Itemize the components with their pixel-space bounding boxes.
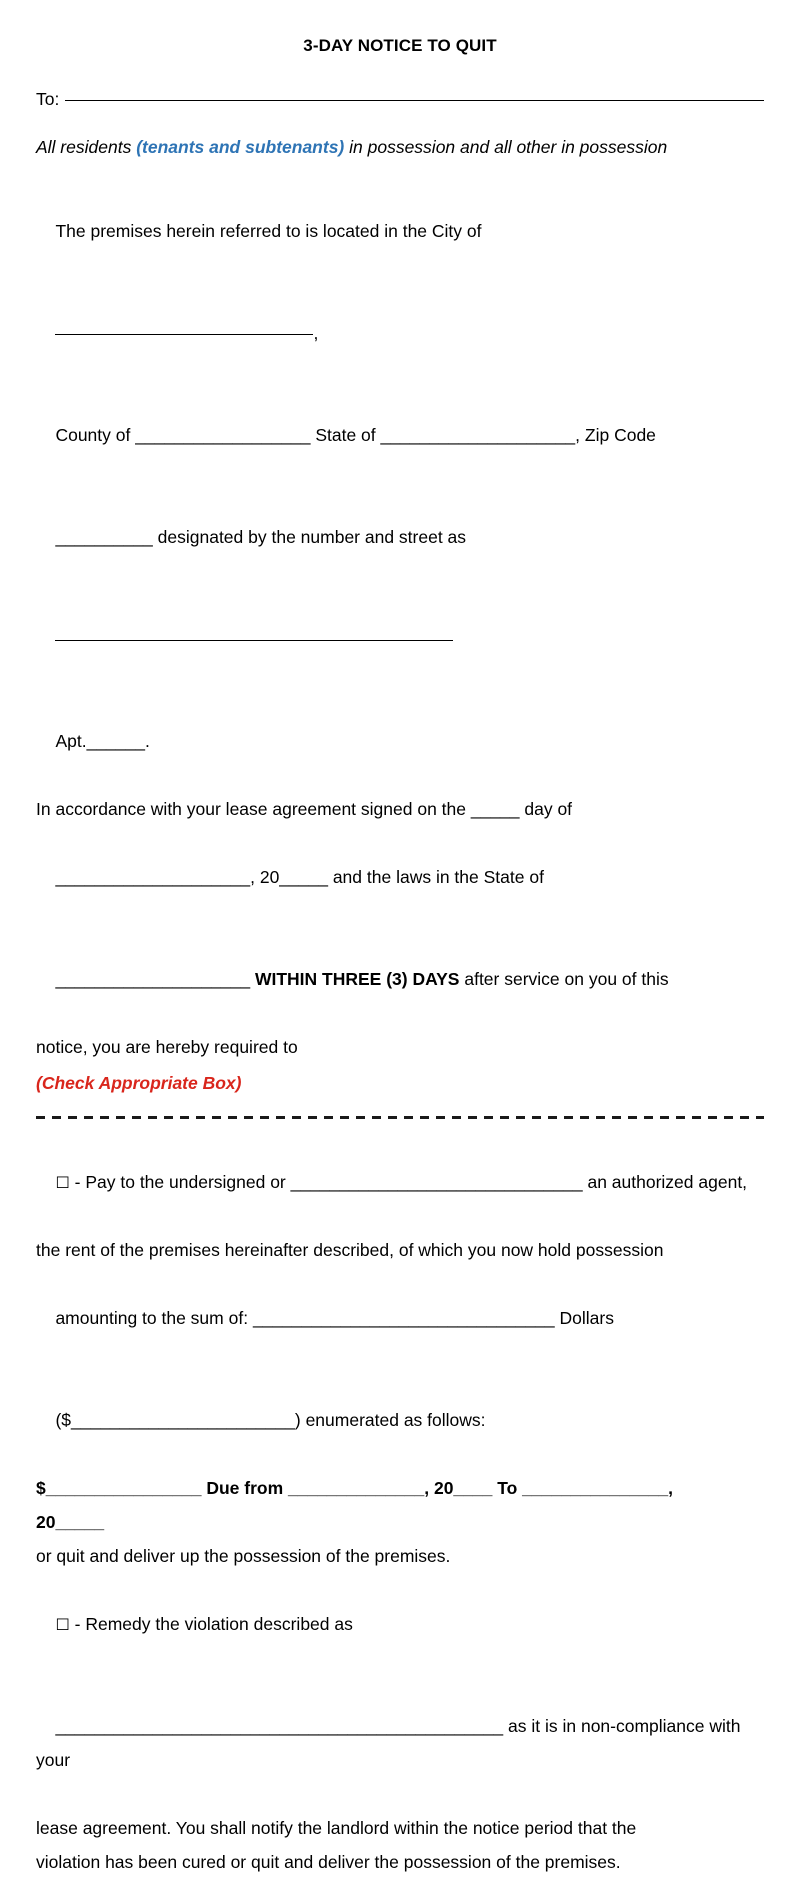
within-three-days-emphasis: WITHIN THREE (3) DAYS [250,969,460,989]
county-label: County of [55,425,131,445]
residents-line [36,130,764,164]
option-pay-line-4-pre: ($ [55,1410,72,1430]
option-pay-line-3-post: Dollars [554,1308,614,1328]
checkbox-pay[interactable]: ☐ [55,1173,70,1192]
apt-period: . [145,731,150,751]
premises-city-blank-row [36,282,764,384]
option-pay-line-4 [36,1369,764,1471]
option-remedy-line-1-text: - Remedy the violation described as [69,1614,353,1634]
option-pay-line-4-post: ) enumerated as follows: [294,1410,486,1430]
violation-description-blank[interactable]: ______________________________________________ [55,1716,504,1736]
apt-label: Apt. [55,731,87,751]
accordance-line-4: notice, you are hereby required to [36,1037,298,1057]
option-remedy-line-2-post: as it is in non-compliance with your [36,1716,746,1770]
to-field-blank[interactable] [65,100,764,101]
accordance-line-3-text: after service on you of this [459,969,669,989]
residents-suffix: in possession and all other in possession [344,137,668,157]
county-state-zip-line [36,384,764,486]
city-blank[interactable] [55,334,313,335]
premises-city-line [36,180,764,282]
option-remedy-line-3: lease agreement. You shall notify the landlord within the notice period that the [36,1818,637,1838]
city-blank-comma: , [313,323,319,343]
option-pay-line-7: or quit and deliver up the possession of the premises. [36,1546,451,1566]
option-remedy-line-4: violation has been cured or quit and deliver the possession of the premises. [36,1852,621,1872]
zip-blank-rule[interactable]: __________ [55,527,153,547]
apt-blank[interactable]: ______ [86,731,145,751]
residents-emphasis: (tenants and subtenants) [136,137,345,157]
street-blank[interactable] [55,640,453,641]
accordance-line-1: In accordance with your lease agreement signed on the _____ day of [36,799,573,819]
zip-label: , Zip Code [575,425,656,445]
option-pay-line-3-pre: amounting to the sum of: [55,1308,253,1328]
signed-date-blank[interactable]: ____________________ [55,867,251,887]
accordance-line-2 [36,826,764,928]
option-pay-line-2: the rent of the premises hereinafter described, of which you now hold possession [36,1240,664,1260]
apt-line [36,690,764,792]
residents-prefix: All residents [36,137,137,157]
option-pay-line-6[interactable]: 20_____ [36,1512,105,1532]
option-remedy-line-1 [36,1573,764,1675]
state-law-blank[interactable]: ____________________ [55,969,251,989]
option-remedy-line-2 [36,1675,764,1811]
checkbox-remedy[interactable]: ☐ [55,1615,70,1634]
option-pay-line-3 [36,1267,764,1369]
state-blank-rule[interactable]: ____________________ [380,425,576,445]
premises-city-text: The premises herein referred to is located in the City of [55,221,482,241]
dashed-divider [36,1116,764,1119]
to-field-label: To: [36,89,60,109]
sum-amount-blank[interactable]: _______________________________ [252,1308,555,1328]
designated-text: designated by the number and street as [152,527,467,547]
option-pay-line-1-post: an authorized agent, [582,1172,748,1192]
dollar-amount-blank[interactable]: _______________________ [71,1410,295,1430]
street-blank-row [36,588,764,690]
accordance-line-2-text: , 20_____ and the laws in the State of [250,867,544,887]
check-box-instruction: (Check Appropriate Box) [36,1073,242,1093]
option-pay-line-1-pre: - Pay to the undersigned or [69,1172,291,1192]
county-blank-rule[interactable]: __________________ [135,425,311,445]
option-pay-line-5[interactable]: $________________ Due from ______________, 20____ To _______________, [36,1478,674,1498]
option-pay-line-1 [36,1131,764,1233]
zip-designated-line [36,486,764,588]
accordance-line-3 [36,928,764,1030]
page-title: 3-DAY NOTICE TO QUIT [303,36,497,55]
to-field-row [36,82,764,116]
state-label: State of [315,425,376,445]
authorized-agent-blank[interactable]: ______________________________ [290,1172,583,1192]
